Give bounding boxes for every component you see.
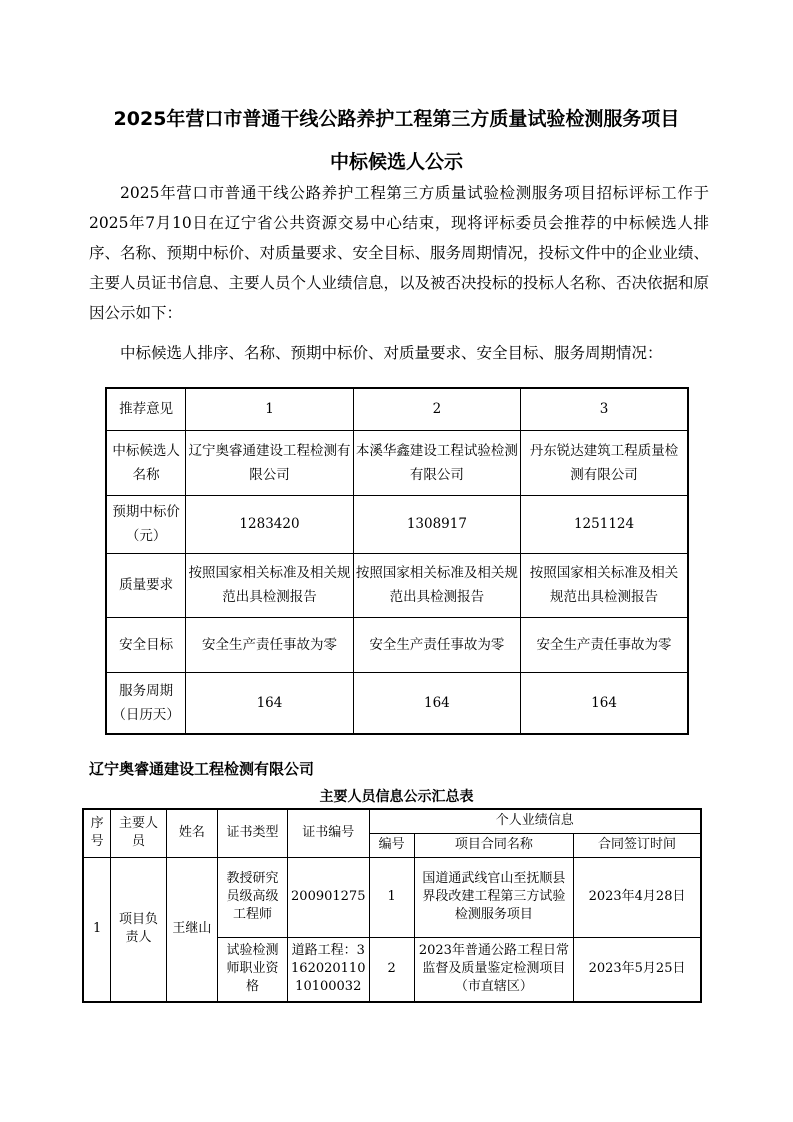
table-row (106, 495, 688, 553)
cert-type: 试验检测师职业资格 (218, 937, 288, 1002)
candidate-price: 1251124 (521, 495, 688, 553)
project-no: 2 (369, 937, 414, 1002)
header-performance: 个人业绩信息 (369, 809, 701, 833)
candidate-safety: 安全生产责任事故为零 (353, 617, 520, 672)
candidate-period: 164 (186, 672, 353, 734)
header-project-name: 项目合同名称 (414, 833, 573, 857)
table-row (83, 857, 701, 937)
intro-paragraph (89, 178, 709, 328)
project-no: 1 (369, 857, 414, 937)
candidate-price: 1308917 (353, 495, 520, 553)
intro-lead (89, 338, 709, 368)
candidate-price: 1283420 (186, 495, 353, 553)
row-label-period: 服务周期（日历天） (106, 672, 186, 734)
candidate-name: 本溪华鑫建设工程试验检测有限公司 (353, 430, 520, 495)
row-label-quality: 质量要求 (106, 553, 186, 617)
table-row (106, 553, 688, 617)
page-subtitle: 中标候选人公示 (329, 151, 463, 173)
cert-number: 200901275 (287, 857, 369, 937)
person-name: 王继山 (166, 857, 217, 1002)
person-role: 项目负责人 (111, 857, 166, 1002)
candidate-rank: 1 (186, 388, 353, 430)
table-row (83, 809, 701, 833)
header-sign-time: 合同签订时间 (574, 833, 701, 857)
personnel-table-title: 主要人员信息公示汇总表 (319, 789, 474, 805)
table-row (106, 672, 688, 734)
candidate-safety: 安全生产责任事故为零 (521, 617, 688, 672)
table-row (106, 388, 688, 430)
candidate-quality: 按照国家相关标准及相关规范出具检测报告 (521, 553, 688, 617)
candidate-safety: 安全生产责任事故为零 (186, 617, 353, 672)
project-name: 国道通武线官山至抚顺县界段改建工程第三方试验检测服务项目 (414, 857, 573, 937)
row-label-safety: 安全目标 (106, 617, 186, 672)
table-row (106, 617, 688, 672)
intro-text: 2025年营口市普通干线公路养护工程第三方质量试验检测服务项目招标评标工作于2025年7月10日在辽宁省公共资源交易中心结束，现将评标委员会推荐的中标候选人排序、名称、预期中标价、对质量要求、安全目标、服务周期情况，投标文件中的企业业绩、主要人员证书信息、主要人员个人业绩信息，以及被否决投标的投标人名称、否决依据和原因公示如下： (89, 184, 710, 322)
project-name: 2023年普通公路工程日常监督及质量鉴定检测项目（市直辖区） (414, 937, 573, 1002)
row-label-price: 预期中标价（元） (106, 495, 186, 553)
candidate-period: 164 (353, 672, 520, 734)
header-seq: 序号 (83, 809, 111, 857)
project-date: 2023年5月25日 (574, 937, 701, 1002)
header-role: 主要人员 (111, 809, 166, 857)
candidate-name: 辽宁奥睿通建设工程检测有限公司 (186, 430, 353, 495)
candidate-rank: 3 (521, 388, 688, 430)
candidate-name: 丹东锐达建筑工程质量检测有限公司 (521, 430, 688, 495)
header-perf-no: 编号 (369, 833, 414, 857)
intro-lead-text: 中标候选人排序、名称、预期中标价、对质量要求、安全目标、服务周期情况： (120, 344, 663, 362)
row-label-name: 中标候选人名称 (106, 430, 186, 495)
cert-type: 教授研究员级高级工程师 (218, 857, 288, 937)
personnel-table (82, 808, 702, 1003)
candidate-quality: 按照国家相关标准及相关规范出具检测报告 (353, 553, 520, 617)
header-cert-no: 证书编号 (287, 809, 369, 857)
person-seq: 1 (83, 857, 111, 1002)
candidates-table (105, 387, 689, 735)
table-row (106, 430, 688, 495)
project-date: 2023年4月28日 (574, 857, 701, 937)
cert-number: 道路工程：316202011010100032 (287, 937, 369, 1002)
row-label-rank: 推荐意见 (106, 388, 186, 430)
company-heading: 辽宁奥睿通建设工程检测有限公司 (89, 760, 315, 778)
page-title: 2025年营口市普通干线公路养护工程第三方质量试验检测服务项目 (113, 108, 680, 130)
candidate-quality: 按照国家相关标准及相关规范出具检测报告 (186, 553, 353, 617)
header-cert-type: 证书类型 (218, 809, 288, 857)
candidate-period: 164 (521, 672, 688, 734)
header-name: 姓名 (166, 809, 217, 857)
candidate-rank: 2 (353, 388, 520, 430)
